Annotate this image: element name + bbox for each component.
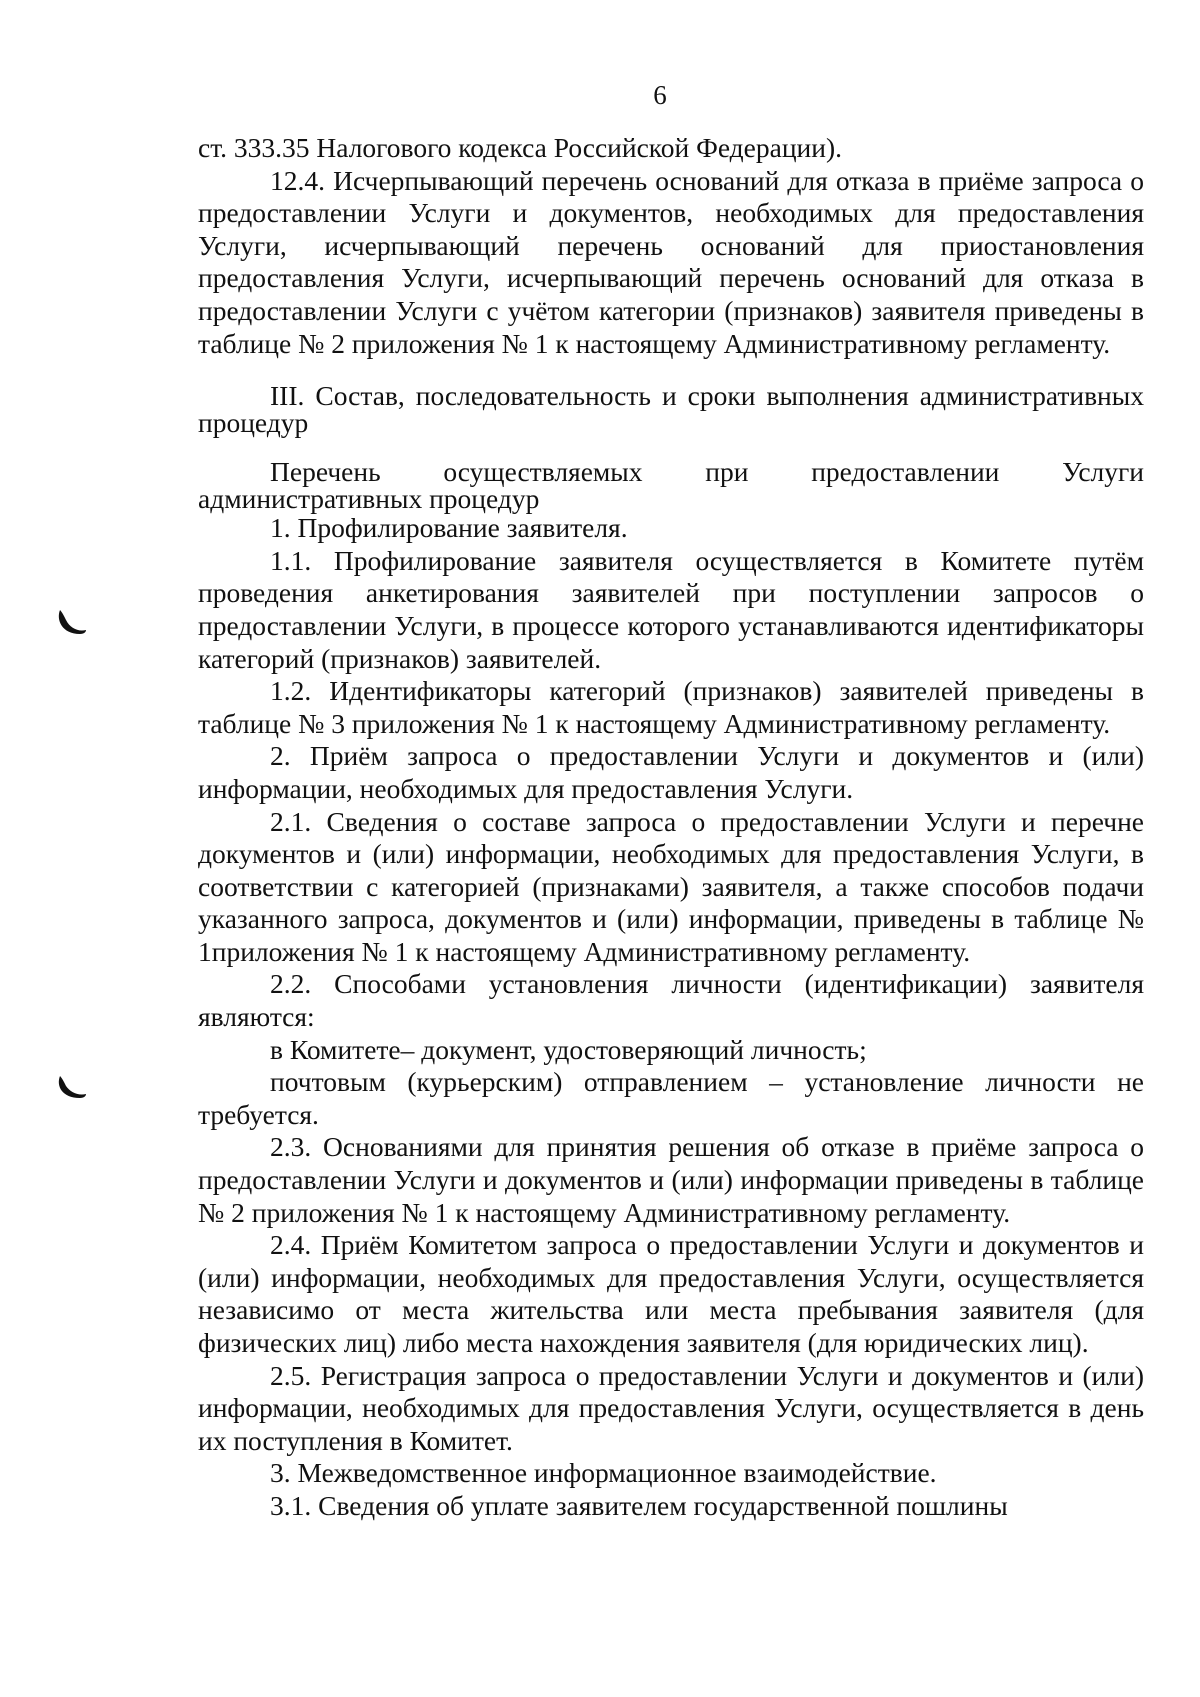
paragraph-2-2: 2.2. Способами установления личности (идентификации) заявителя являются: <box>198 968 1144 1033</box>
paragraph-committee-document: в Комитете– документ, удостоверяющий личность; <box>270 1033 867 1065</box>
paragraph-2-5: 2.5. Регистрация запроса о предоставлении Услуги и документов и (или) информации, необходимых для предоставления Услуги, осуществляется в день их поступления в Комитет. <box>198 1359 1144 1456</box>
punch-hole-mark-icon <box>54 606 88 640</box>
paragraph-1-1: 1.1. Профилирование заявителя осуществляется в Комитете путём проведения анкетирования заявителей при поступлении запросов о предоставлении Услуги, в процессе которого устанавливаются идентификаторы категорий (признаков) заявителей. <box>198 544 1144 674</box>
paragraph-3: 3. Межведомственное информационное взаимодействие. <box>270 1457 937 1489</box>
subheading-procedures-list: Перечень осуществляемых при предоставлении Услуги административных процедур <box>198 456 1144 515</box>
paragraph-2: 2. Приём запроса о предоставлении Услуги и документов и (или) информации, необходимых для предоставления Услуги. <box>198 740 1144 804</box>
paragraph-1-2: 1.2. Идентификаторы категорий (признаков) заявителей приведены в таблице № 3 приложения № 1 к настоящему Административному регламенту. <box>198 675 1144 739</box>
paragraph-tax-code-ref: ст. 333.35 Налогового кодекса Российской Федерации). <box>198 132 843 163</box>
page-number: 6 <box>653 80 667 110</box>
paragraph-2-1: 2.1. Сведения о составе запроса о предоставлении Услуги и перечне документов и (или) информации, необходимых для предоставления Услуги, в соответствии с категорией (признаками) заявителя, а также способов подачи указанного запроса, документов и (или) информации, приведены в таблице № 1приложения № 1 к настоящему Административному регламенту. <box>198 805 1144 967</box>
paragraph-postal-delivery: почтовым (курьерским) отправлением – установление личности не требуется. <box>198 1066 1144 1130</box>
paragraph-2-3: 2.3. Основаниями для принятия решения об отказе в приёме запроса о предоставлении Услуги и документов и (или) информации приведены в таблице № 2 приложения № 1 к настоящему Административному регламенту. <box>198 1131 1144 1228</box>
paragraph-3-1: 3.1. Сведения об уплате заявителем государственной пошлины <box>270 1489 1008 1521</box>
paragraph-12-4: 12.4. Исчерпывающий перечень оснований для отказа в приёме запроса о предоставлении Услуги и документов, необходимых для предоставления Услуги, исчерпывающий перечень оснований для приостановления предоставления Услуги, исчерпывающий перечень оснований для отказа в предоставлении Услуги с учётом категории (признаков) заявителя приведены в таблице № 2 приложения № 1 к настоящему Административному регламенту. <box>198 164 1144 359</box>
document-body <box>198 132 1144 1523</box>
paragraph-2-4: 2.4. Приём Комитетом запроса о предоставлении Услуги и документов и (или) информации, необходимых для предоставления Услуги, осуществляется независимо от места жительства или места пребывания заявителя (для физических лиц) либо места нахождения заявителя (для юридических лиц). <box>198 1229 1144 1358</box>
punch-hole-mark-icon <box>54 1070 88 1104</box>
paragraph-1: 1. Профилирование заявителя. <box>270 512 628 544</box>
section-heading-iii: III. Состав, последовательность и сроки выполнения административных процедур <box>198 380 1144 439</box>
